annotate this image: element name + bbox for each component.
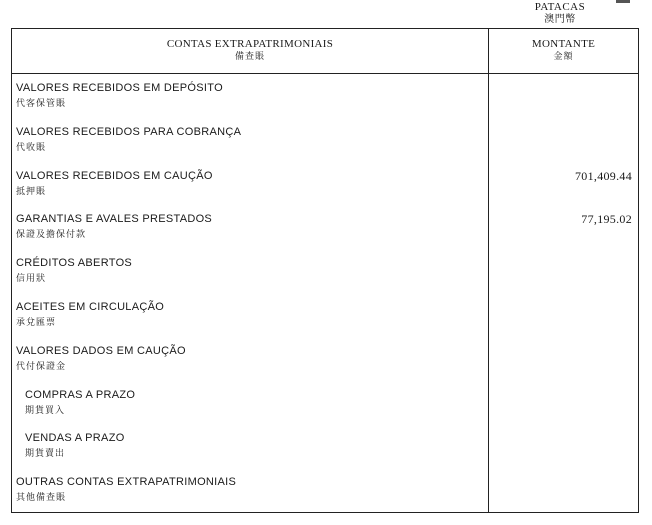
- table-row: [12, 344, 638, 388]
- row-label: [16, 300, 486, 330]
- row-label-pt: CRÉDITOS ABERTOS: [16, 257, 133, 270]
- row-label-zh: 抵押賬: [16, 186, 47, 197]
- row-label-pt: ACEITES EM CIRCULAÇÃO: [16, 300, 165, 313]
- table-row: [12, 169, 638, 213]
- row-label: [16, 212, 486, 242]
- row-label-pt: COMPRAS A PRAZO: [25, 388, 136, 401]
- row-label-zh: 代客保管賬: [16, 99, 67, 109]
- row-label-pt: VALORES RECEBIDOS PARA COBRANÇA: [16, 125, 242, 138]
- amount-header-label-zh: 金額: [553, 52, 574, 62]
- row-label-zh: 保證及擔保付款: [16, 230, 87, 241]
- table-row: [12, 475, 638, 519]
- row-label-zh: 期貨買入: [25, 405, 66, 416]
- accounts-column-header: [12, 37, 488, 64]
- table-row: [12, 81, 638, 125]
- row-label: [16, 475, 486, 505]
- table-body: [12, 81, 638, 519]
- off-balance-sheet-table: [11, 28, 639, 513]
- currency-heading: [520, 1, 600, 26]
- table-row: [12, 388, 638, 432]
- row-amount: 701,409.44: [575, 168, 632, 183]
- row-label-zh: 代付保證金: [16, 361, 67, 372]
- table-row: [12, 125, 638, 169]
- row-label-zh: 代收賬: [16, 142, 47, 153]
- table-header: [12, 29, 638, 74]
- table-row: [12, 256, 638, 300]
- page-corner-mark: [616, 0, 630, 3]
- currency-label: PATACAS: [534, 1, 586, 13]
- table-row: [12, 300, 638, 344]
- currency-label-zh: 澳門幣: [544, 14, 576, 25]
- row-label-zh: 其他備查賬: [16, 493, 67, 504]
- row-label-pt: VALORES RECEBIDOS EM CAUÇÃO: [16, 169, 213, 182]
- row-label: [16, 344, 486, 374]
- row-label-pt: GARANTIAS E AVALES PRESTADOS: [16, 213, 213, 226]
- amount-column-header: [489, 37, 638, 64]
- table-row: [12, 212, 638, 256]
- table-row: [12, 431, 638, 475]
- row-amount: 77,195.02: [581, 212, 632, 227]
- row-label-zh: 信用狀: [16, 274, 47, 285]
- row-label-pt: OUTRAS CONTAS EXTRAPATRIMONIAIS: [16, 476, 237, 489]
- row-label: [16, 256, 486, 286]
- accounts-header-label-zh: 備查賬: [234, 52, 265, 62]
- row-label: [16, 125, 486, 155]
- row-label: [16, 169, 486, 199]
- row-label-pt: VENDAS A PRAZO: [25, 432, 125, 445]
- accounts-header-label: CONTAS EXTRAPATRIMONIAIS: [166, 38, 334, 50]
- row-label-pt: VALORES RECEBIDOS EM DEPÓSITO: [16, 82, 223, 94]
- row-label: [25, 388, 495, 418]
- row-label-zh: 期貨賣出: [25, 449, 66, 460]
- amount-header-label: MONTANTE: [531, 38, 596, 50]
- row-label-pt: VALORES DADOS EM CAUÇÃO: [16, 344, 186, 357]
- row-label: [16, 81, 486, 111]
- row-label-zh: 承兌匯票: [16, 317, 57, 328]
- row-label: [25, 431, 495, 461]
